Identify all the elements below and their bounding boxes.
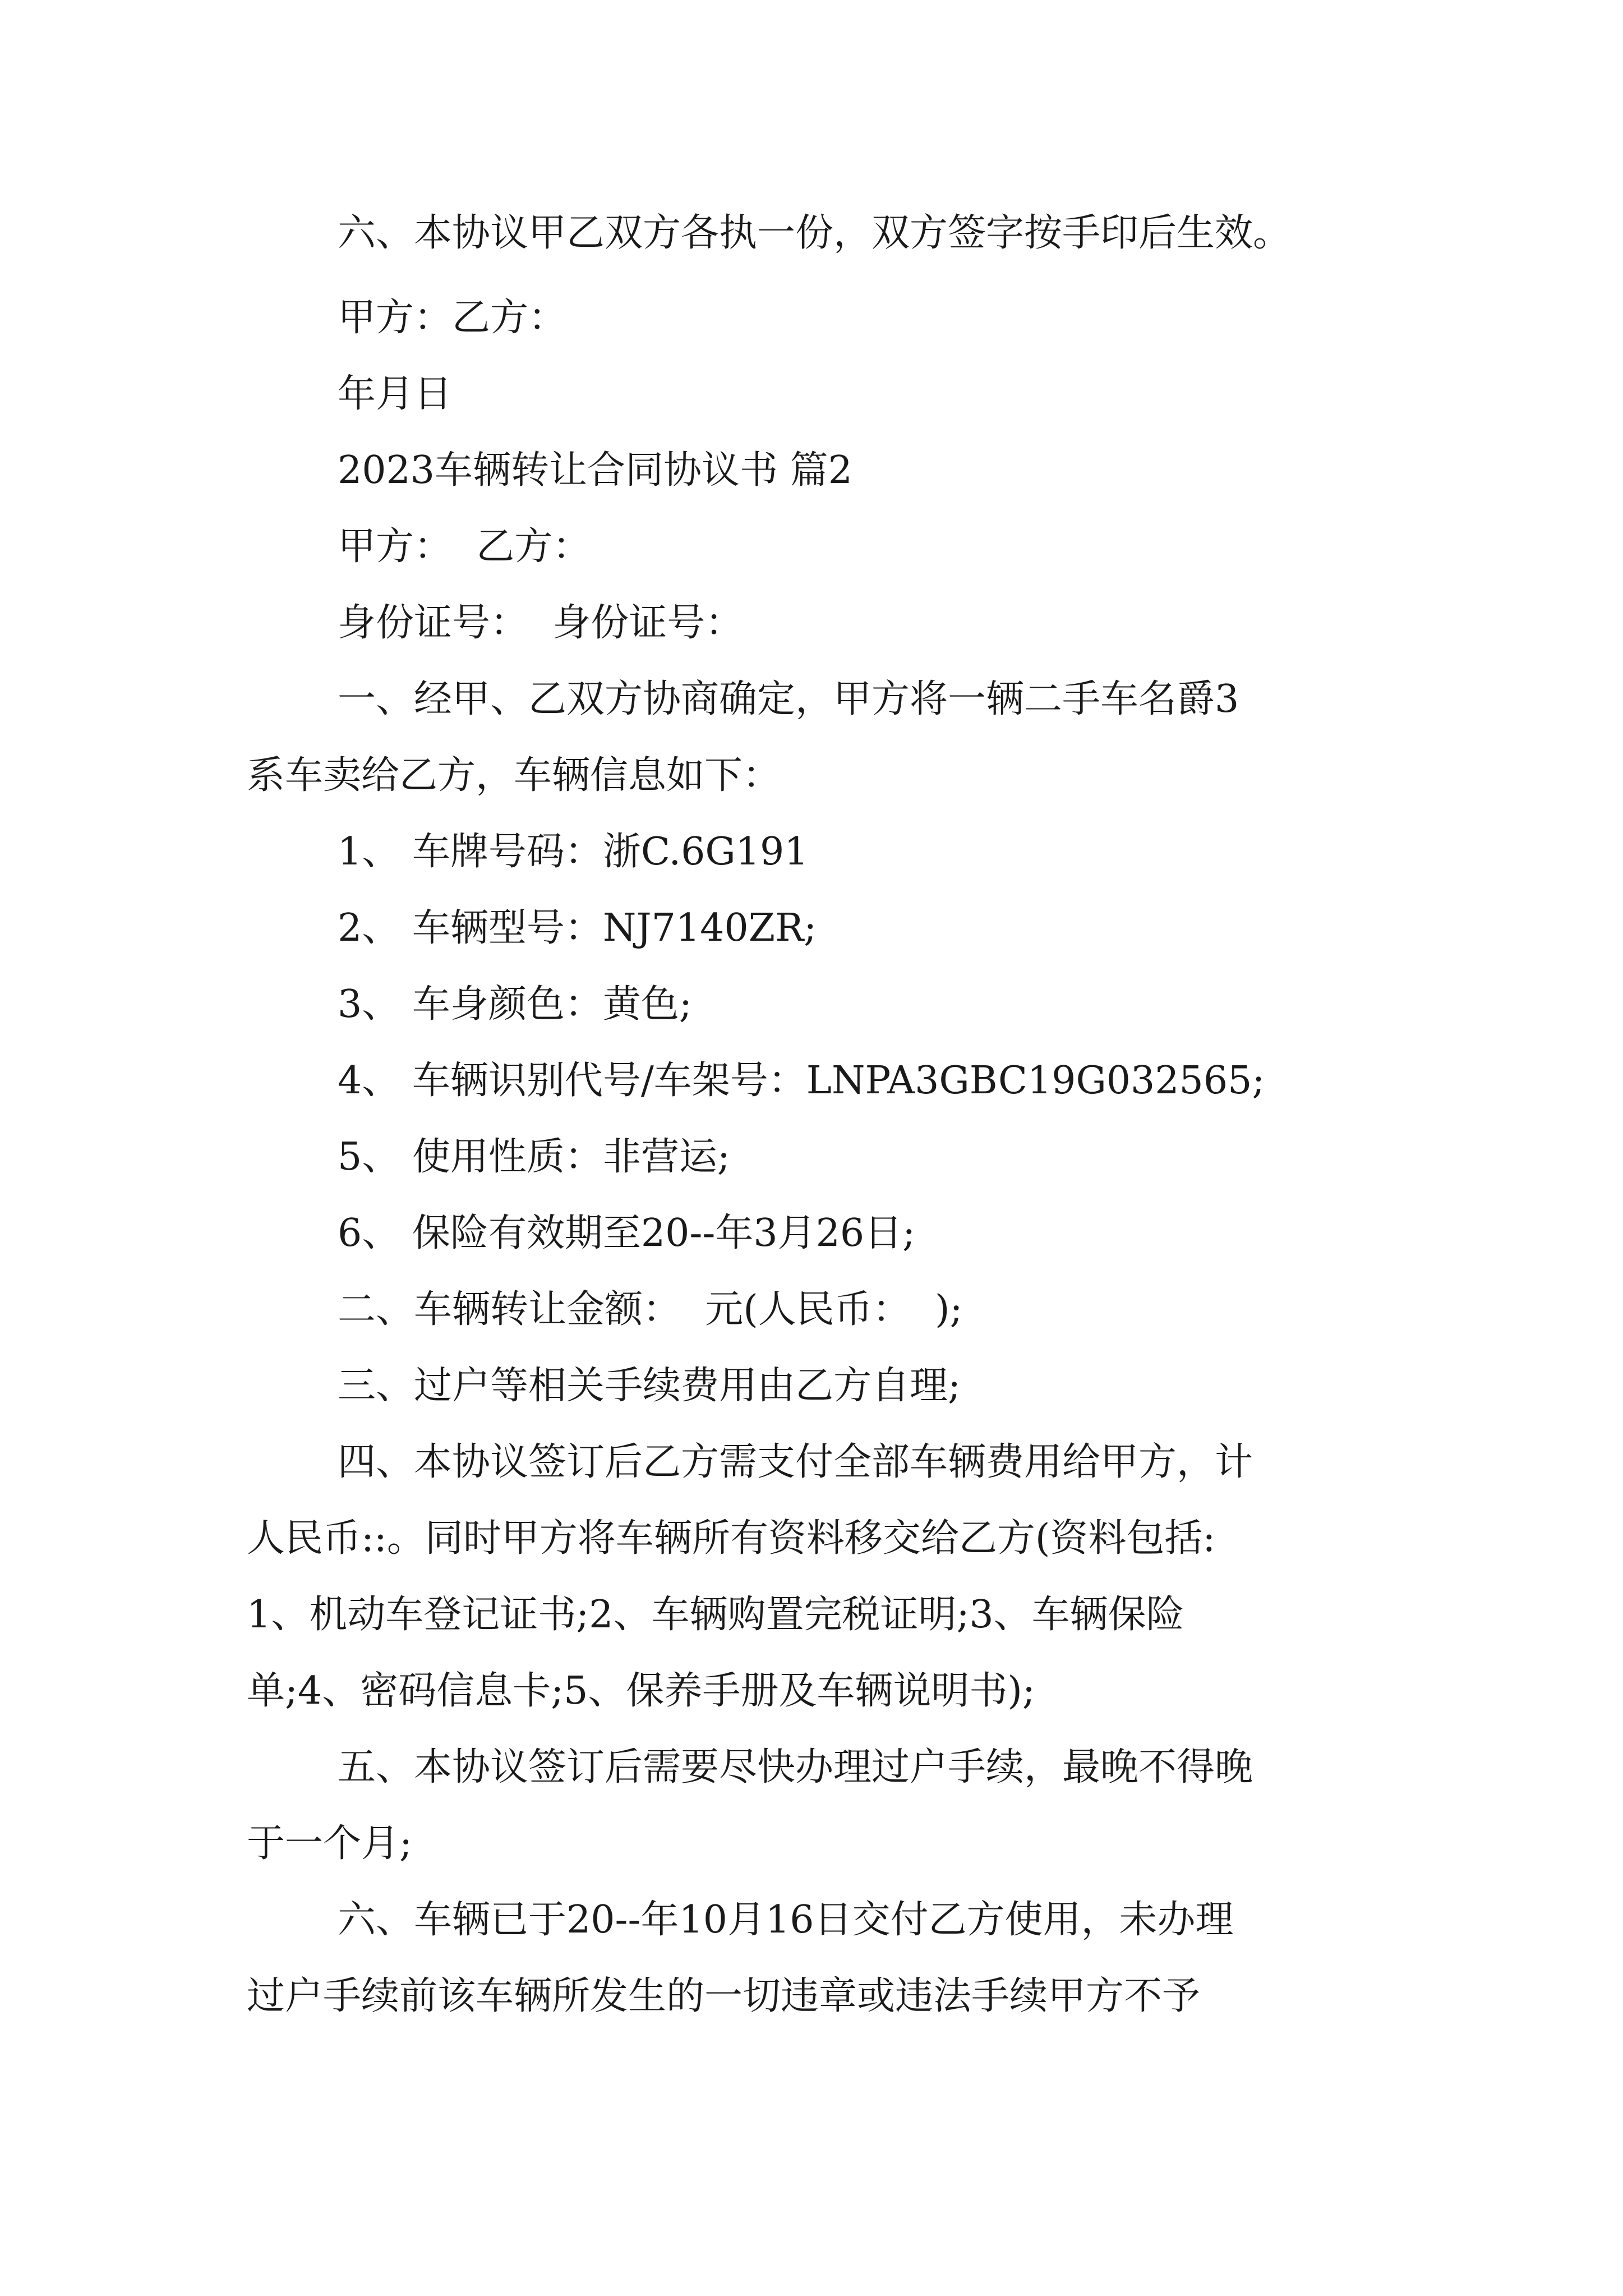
- clause-6-signing: 六、本协议甲乙双方各执一份，双方签字按手印后生效。: [338, 211, 1292, 255]
- vehicle-info-usage: 5、 使用性质：非营运;: [338, 1135, 730, 1179]
- clause-4-line-2: 人民币::。同时甲方将车辆所有资料移交给乙方(资料包括:: [247, 1516, 1216, 1561]
- signature-date: 年月日: [338, 372, 453, 416]
- clause-5-line-2: 于一个月;: [247, 1821, 412, 1866]
- clause-6-line-2: 过户手续前该车辆所发生的一切违章或违法手续甲方不予: [247, 1974, 1201, 2018]
- clause-4-line-1: 四、本协议签订后乙方需支付全部车辆费用给甲方，计: [338, 1440, 1253, 1484]
- clause-5-line-1: 五、本协议签订后需要尽快办理过户手续，最晚不得晚: [338, 1745, 1253, 1789]
- vehicle-info-color: 3、 车身颜色：黄色;: [338, 982, 692, 1027]
- party-names: 甲方： 乙方：: [338, 524, 591, 569]
- party-id-numbers: 身份证号： 身份证号：: [338, 601, 744, 645]
- vehicle-info-insurance: 6、 保险有效期至20--年3月26日;: [338, 1211, 916, 1255]
- vehicle-info-model: 2、 车辆型号：NJ7140ZR;: [338, 906, 817, 950]
- vehicle-info-plate: 1、 车牌号码：浙C.6G191: [338, 830, 809, 874]
- signature-parties: 甲方：乙方：: [338, 296, 567, 340]
- clause-2-amount: 二、车辆转让金额： 元(人民币： );: [338, 1287, 963, 1332]
- clause-6-line-1: 六、车辆已于20--年10月16日交付乙方使用，未办理: [338, 1898, 1234, 1942]
- clause-3-fees: 三、过户等相关手续费用由乙方自理;: [338, 1364, 961, 1408]
- clause-4-line-4: 单;4、密码信息卡;5、保养手册及车辆说明书);: [247, 1669, 1035, 1713]
- clause-1-line-2: 系车卖给乙方，车辆信息如下：: [247, 753, 781, 798]
- clause-4-line-3: 1、机动车登记证书;2、车辆购置完税证明;3、车辆保险: [247, 1593, 1184, 1637]
- clause-1-line-1: 一、经甲、乙双方协商确定，甲方将一辆二手车名爵3: [338, 677, 1239, 721]
- section-title: 2023车辆转让合同协议书 篇2: [338, 448, 852, 493]
- vehicle-info-vin: 4、 车辆识别代号/车架号：LNPA3GBC19G032565;: [338, 1059, 1265, 1103]
